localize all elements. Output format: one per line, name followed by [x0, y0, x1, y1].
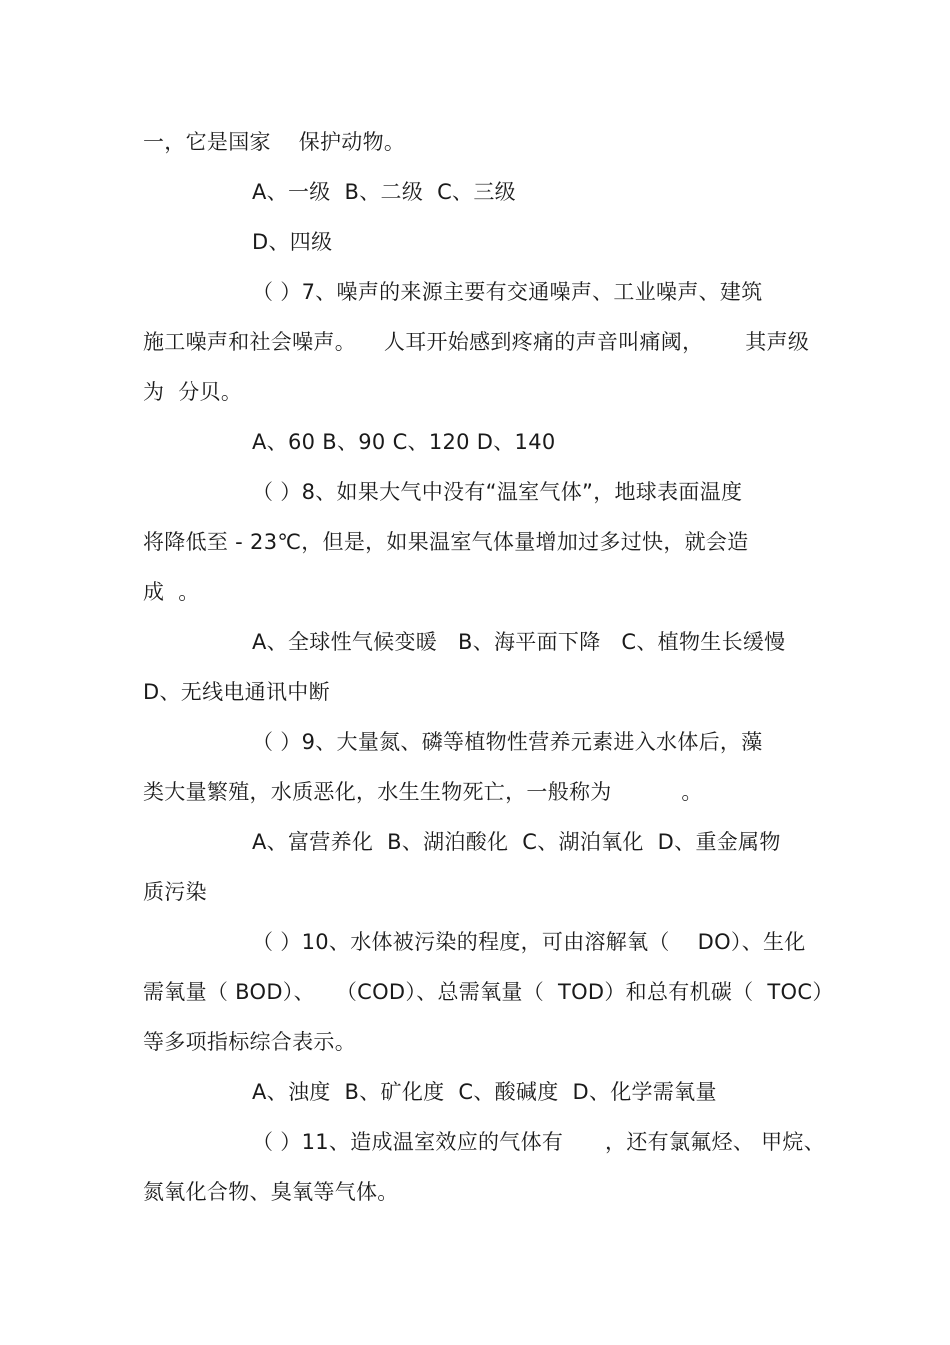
- options-line: A、一级 B、二级 C、三级: [252, 180, 516, 204]
- text-line: 为 分贝。: [143, 380, 243, 404]
- text-line: 将降低至 - 23℃，但是，如果温室气体量增加过多过快，就会造: [143, 530, 749, 554]
- options-line: A、浊度 B、矿化度 C、酸碱度 D、化学需氧量: [252, 1080, 717, 1104]
- text-line: 类大量繁殖，水质恶化，水生生物死亡，一般称为 。: [143, 780, 703, 804]
- options-line: D、无线电通讯中断: [143, 680, 330, 704]
- text-line: 施工噪声和社会噪声。 人耳开始感到疼痛的声音叫痛阈， 其声级: [143, 330, 810, 354]
- options-line: A、60 B、90 C、120 D、140: [252, 430, 556, 454]
- question-8-line: （ ）8、如果大气中没有“温室气体”，地球表面温度: [252, 480, 743, 504]
- text-line: 等多项指标综合表示。: [143, 1030, 356, 1054]
- options-line: 质污染: [143, 880, 207, 904]
- text-line: 氮氧化合物、臭氧等气体。: [143, 1180, 399, 1204]
- text-line: 需氧量（ BOD）、 （COD）、总需氧量（ TOD）和总有机碳（ TOC）: [143, 980, 834, 1004]
- question-11-line: （ ）11、造成温室效应的气体有 ，还有氯氟烃、 甲烷、: [252, 1130, 826, 1154]
- text-line: 成 。: [143, 580, 200, 604]
- text-line: 一，它是国家 保护动物。: [143, 130, 406, 154]
- question-9-line: （ ）9、大量氮、磷等植物性营养元素进入水体后，藻: [252, 730, 763, 754]
- question-7-line: （ ）7、噪声的来源主要有交通噪声、工业噪声、建筑: [252, 280, 763, 304]
- question-10-line: （ ）10、水体被污染的程度，可由溶解氧（ DO）、生化: [252, 930, 806, 954]
- options-line: D、四级: [252, 230, 333, 254]
- options-line: A、富营养化 B、湖泊酸化 C、湖泊氧化 D、重金属物: [252, 830, 781, 854]
- options-line: A、全球性气候变暖 B、海平面下降 C、植物生长缓慢: [252, 630, 786, 654]
